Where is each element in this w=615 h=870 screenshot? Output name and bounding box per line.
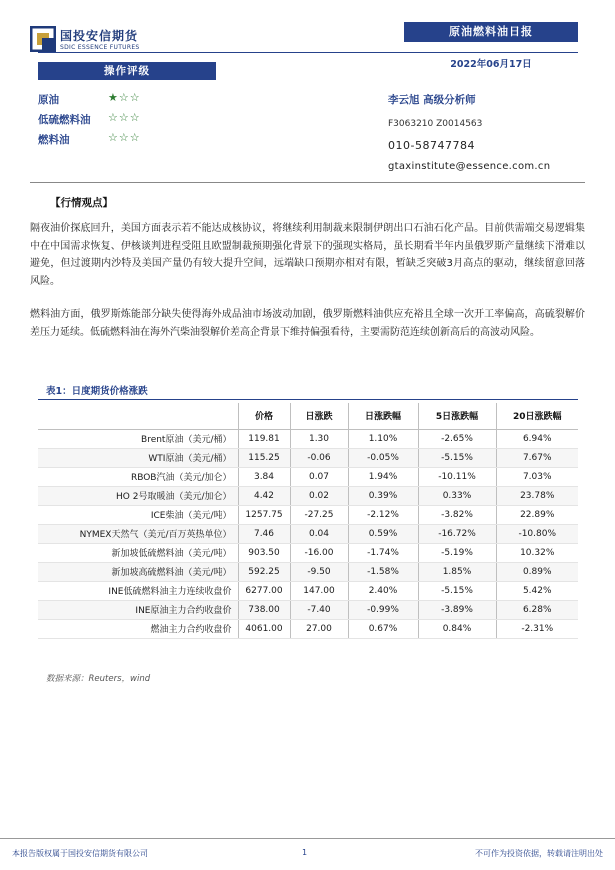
table-cell: 738.00: [238, 600, 290, 619]
row-label: INE原油主力合约收盘价: [38, 600, 238, 619]
section-heading: 【行情观点】: [50, 197, 113, 209]
analyst-email[interactable]: gtaxinstitute@essence.com.cn: [388, 161, 551, 172]
rating-item-low-sulfur-fuel-oil: [38, 112, 218, 128]
company-logo: [30, 24, 180, 60]
table-cell: 4061.00: [238, 619, 290, 638]
header-divider: [38, 52, 578, 53]
table-cell: 0.67%: [348, 619, 418, 638]
footer-copyright: 本报告版权属于国投安信期货有限公司: [12, 849, 148, 858]
footer-divider: [0, 838, 615, 839]
section-divider: [30, 182, 585, 183]
row-label: ICE柴油（美元/吨）: [38, 505, 238, 524]
table-cell: 0.59%: [348, 524, 418, 543]
table-cell: 115.25: [238, 448, 290, 467]
table-row: [38, 600, 578, 619]
table-cell: -10.11%: [418, 467, 496, 486]
table-cell: -7.40: [290, 600, 348, 619]
table-cell: -27.25: [290, 505, 348, 524]
table-cell: -5.15%: [418, 448, 496, 467]
table-cell: 0.02: [290, 486, 348, 505]
table-cell: 1.85%: [418, 562, 496, 581]
market-view-paragraph: 隔夜油价探底回升，美国方面表示若不能达成核协议，将继续利用制裁来限制伊朗出口石油石化产品。目前供需端交易逻辑集中在中国需求恢复、伊核谈判进程受阻且欧盟制裁预期强化背景下的强现实格局，虽长期看半年内虽俄罗斯产量继续下滑难以避免，但过渡期内沙特及美国产量仍有较大提升空间，远端缺口预期亦相对有限，暂缺乏突破3月高点的驱动，继续留意回落风险。: [30, 223, 585, 287]
table-row: [38, 619, 578, 638]
table-cell: 27.00: [290, 619, 348, 638]
table-row: [38, 467, 578, 486]
row-label: HO 2号取暖油（美元/加仑）: [38, 486, 238, 505]
table-cell: -1.74%: [348, 543, 418, 562]
table-cell: 592.25: [238, 562, 290, 581]
table-cell: -16.72%: [418, 524, 496, 543]
table-cell: -10.80%: [496, 524, 578, 543]
table-cell: -0.99%: [348, 600, 418, 619]
table-cell: 7.46: [238, 524, 290, 543]
row-label: 新加坡高硫燃料油（美元/吨）: [38, 562, 238, 581]
table-row: [38, 505, 578, 524]
table-row: [38, 486, 578, 505]
table-cell: 23.78%: [496, 486, 578, 505]
table-cell: 6.28%: [496, 600, 578, 619]
table-cell: 5.42%: [496, 581, 578, 600]
company-name-en: SDIC ESSENCE FUTURES: [60, 44, 140, 51]
table-cell: 2.40%: [348, 581, 418, 600]
company-name-cn: 国投安信期货: [60, 29, 139, 43]
table-cell: -16.00: [290, 543, 348, 562]
column-header: 价格: [238, 403, 290, 429]
table-cell: 3.84: [238, 467, 290, 486]
table-cell: 0.07: [290, 467, 348, 486]
fuel-oil-paragraph: 燃料油方面，俄罗斯炼能部分缺失使得海外成品油市场波动加剧，俄罗斯燃料油供应充裕且全球一次开工率偏高，高硫裂解价差压力延续。低硫燃料油在海外汽柴油裂解价差高企背景下维持偏强看待，主要需防范连续创新高后的高波动风险。: [30, 309, 585, 338]
row-label: RBOB汽油（美元/加仑）: [38, 467, 238, 486]
footer-disclaimer: 不可作为投资依据，转载请注明出处: [475, 849, 603, 858]
table-row: [38, 581, 578, 600]
table-cell: 7.03%: [496, 467, 578, 486]
table-cell: 22.89%: [496, 505, 578, 524]
table-cell: 0.39%: [348, 486, 418, 505]
table-cell: 1.30: [290, 429, 348, 448]
table-cell: 147.00: [290, 581, 348, 600]
table-cell: -3.82%: [418, 505, 496, 524]
row-label: 燃油主力合约收盘价: [38, 619, 238, 638]
table-cell: -1.58%: [348, 562, 418, 581]
table-cell: -2.12%: [348, 505, 418, 524]
analyst-phone: 010-58747784: [388, 139, 475, 152]
rating-item-crude: [38, 92, 218, 108]
star-rating-icon: ☆☆☆: [108, 111, 141, 124]
table-cell: -5.19%: [418, 543, 496, 562]
table-row: [38, 448, 578, 467]
table-header-row: [38, 403, 578, 429]
table-row: [38, 429, 578, 448]
table-cell: 0.04: [290, 524, 348, 543]
table-cell: 903.50: [238, 543, 290, 562]
table-cell: -5.15%: [418, 581, 496, 600]
table-cell: 6277.00: [238, 581, 290, 600]
table-cell: -3.89%: [418, 600, 496, 619]
column-header: 5日涨跌幅: [418, 403, 496, 429]
table-cell: 0.89%: [496, 562, 578, 581]
column-header: 日涨跌: [290, 403, 348, 429]
row-label: WTI原油（美元/桶）: [38, 448, 238, 467]
star-rating-icon: ★☆☆: [108, 91, 141, 104]
column-header: 日涨跌幅: [348, 403, 418, 429]
report-date: 2022年06月17日: [450, 59, 532, 70]
price-table: [38, 403, 578, 639]
table-title-divider: [38, 399, 578, 400]
table-row: [38, 524, 578, 543]
table-title: 表1：日度期货价格涨跌: [46, 386, 148, 397]
page-number: 1: [302, 848, 308, 857]
table-cell: 6.94%: [496, 429, 578, 448]
table-cell: 119.81: [238, 429, 290, 448]
star-rating-icon: ☆☆☆: [108, 131, 141, 144]
rating-title: 操作评级: [38, 62, 216, 80]
table-cell: 0.84%: [418, 619, 496, 638]
table-cell: 1.10%: [348, 429, 418, 448]
row-label: Brent原油（美元/桶）: [38, 429, 238, 448]
row-label: 新加坡低硫燃料油（美元/吨）: [38, 543, 238, 562]
table-row: [38, 543, 578, 562]
rating-label: 原油: [38, 94, 59, 106]
table-cell: -0.05%: [348, 448, 418, 467]
table-cell: 4.42: [238, 486, 290, 505]
table-cell: -0.06: [290, 448, 348, 467]
table-cell: 1.94%: [348, 467, 418, 486]
rating-item-fuel-oil: [38, 132, 218, 148]
column-header: [38, 403, 238, 429]
analyst-cert: F3063210 Z0014563: [388, 119, 483, 129]
rating-label: 燃料油: [38, 134, 70, 146]
logo-mark-icon: [30, 26, 56, 52]
table-cell: -2.31%: [496, 619, 578, 638]
table-cell: 10.32%: [496, 543, 578, 562]
report-title: 原油燃料油日报: [404, 22, 578, 42]
table-cell: 0.33%: [418, 486, 496, 505]
table-cell: -9.50: [290, 562, 348, 581]
analyst-name: 李云旭 高级分析师: [388, 94, 476, 106]
data-source: 数据来源：Reuters，wind: [46, 674, 151, 684]
table-row: [38, 562, 578, 581]
row-label: NYMEX天然气（美元/百万英热单位）: [38, 524, 238, 543]
table-cell: -2.65%: [418, 429, 496, 448]
row-label: INE低硫燃料油主力连续收盘价: [38, 581, 238, 600]
rating-label: 低硫燃料油: [38, 114, 91, 126]
table-cell: 1257.75: [238, 505, 290, 524]
table-cell: 7.67%: [496, 448, 578, 467]
column-header: 20日涨跌幅: [496, 403, 578, 429]
